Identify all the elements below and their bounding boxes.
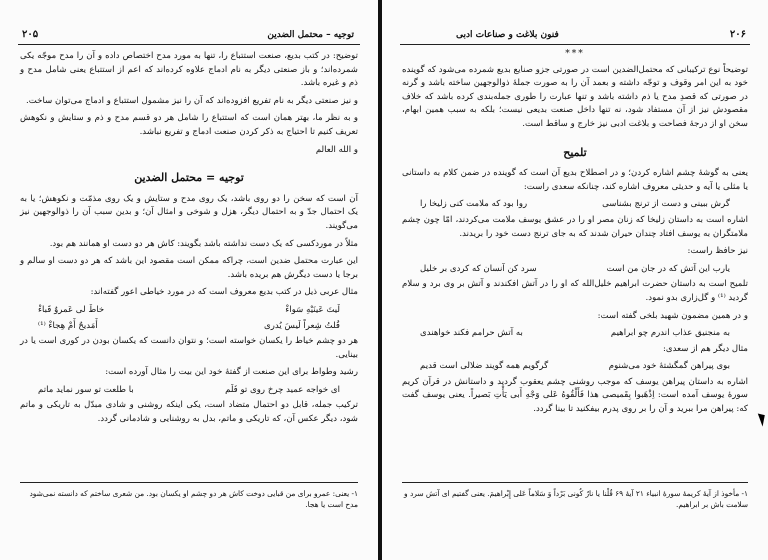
- section-separator: ***: [565, 49, 585, 59]
- paragraph: و نیز صنعتی دیگر به نام تفریع افزوده‌اند که آن را نیز مشمول استتباع و ادماج می‌توان ساخت.: [25, 95, 358, 106]
- left-page-body: [20, 50, 358, 431]
- left-page-number: ۲۰۵: [22, 29, 39, 40]
- hemistich: لَیتَ عَینَیْهِ سَواءْ: [285, 304, 340, 315]
- paragraph: و به نظر ما، بهتر همان است که استتباع را شامل هر دو قسم مدح و ذم و ستایش و نکوهش تعریف کنیم تا احتیاج به ذکر کردن صنعت ادماج و تفریع نباشد.: [20, 113, 358, 137]
- paragraph: و در همین مضمون شهید بلخی گفته است:: [597, 310, 748, 321]
- hemistich: گرگویم همه گویند ضلالی است قدیم: [420, 361, 549, 372]
- hemistich: ای خواجه عمید چرخ روی تو فَلَم: [225, 384, 340, 395]
- verse-line: [20, 384, 358, 398]
- hemistich: بوی پیراهن گمگشتهٔ خود می‌شنوم: [608, 361, 730, 372]
- section-heading: تلمیح: [563, 145, 587, 159]
- left-running-header: [18, 30, 360, 45]
- hemistich: روا بود که ملامت کنی زلیخا را: [420, 199, 528, 210]
- paragraph: آن است که سخن را دو روی باشد، یک روی مدح و ستایش و یک روی مذمّت و نکوهش؛ یا به یک احتمال جدّ و به احتمال دیگر، هزل و شوخی و امثال آن؛ و بدین سبب آن را ذوالوجهین نیز می‌گویند.: [20, 193, 358, 231]
- hemistich: با طلعت تو سور نماید ماتم: [38, 384, 134, 395]
- paragraph: این عبارت محتمل ضدین است، چراکه ممکن است مقصود این باشد که هر دو دست او سالم و برجا یا دست دیگرش هم بریده باشد.: [20, 256, 358, 280]
- paragraph: توضیحاً نوع ترکیبانی که محتمل‌الضدین است در صورتی جزو صنایع بدیع شمرده می‌شود که گوینده خود به این امر وقوف و توجّه داشته و بعمد آن را به صورت جملهٔ ذوالوجهین ساخته باشد و گرنه در صورتی که قصدِ مدح یا ذم داشته باشد و تنها عبارت را طوری جمله‌بندی کرده باشد که خلاف مقصودش نیز از آن مستفاد شود، نه تنها داخل صنعت بدیعی نیست؛ بلکه به سبب همین ابهام، سخن او از درجهٔ فصاحت و بلاغت ادبی نیز خارج و ساقط است.: [402, 64, 748, 129]
- paragraph: مثلاً در موردکسی که یک دست نداشته باشد بگویند: کاش هر دو دست او همانند هم بود.: [49, 238, 358, 249]
- paragraph: نیز حافظ راست:: [687, 246, 748, 257]
- section-heading: توجیه = محتمل الضدین: [134, 171, 244, 185]
- paragraph: یعنی به گوشهٔ چشم اشاره کردن؛ و در اصطلاح بدیع آن است که گوینده در ضمن کلام به داستانی یا مثلی یا آیه و حدیثی معروف اشاره کند، چنانکه سعدی راست:: [402, 168, 748, 192]
- right-footnote: ۱- مأخوذ از آیهٔ کریمهٔ سورهٔ انبیاء ۲۱ آیهٔ ۶۹ قُلْنا یا نارُ کُونی بَرْداً وَ سَلاماً عَلی إِبْراهیمَ. یعنی گفتیم ای آتش سرد و سلامت باش بر ابراهیم.: [402, 482, 748, 510]
- paragraph: اشاره به داستان پیراهن یوسف که موجب روشنی چشم یعقوب گردید و داستانش در قرآن کریم سورهٔ یوسف آمده است: اِذْهَبوا بِقَمیصی هذا فَأَلْقُوهُ عَلی وَجْهِ أَبی یَأْتِ بَصیراً. یعنی یوسف گفت که: پیراهن مرا ببرید و آن را بر روی پدرم بیفکنید تا بینا گردد.: [402, 376, 748, 415]
- verse-line: [402, 327, 748, 341]
- hemistich: أَمَدیحٌ أَمْ هِجاءْ ⁽¹⁾: [38, 320, 98, 331]
- paragraph: ترکیب جمله، قابل دو احتمال متضاد است، یکی اینکه روشنی و شادی مبدّل به تاریکی و ماتم شود، دیگر عکس آن، که تاریکی و ماتم، بدل به روشنایی و شادمانی گردد.: [20, 400, 358, 425]
- paragraph: توضیح: در کتب بدیع، صنعت استتباع را، تنها به مورد مدح اختصاص داده و آن را مدح موجّه یکی شمرده‌اند؛ و باز صنعتی دیگر به نام ادماج علاوه کرده‌اند که اعم از استتباع یعنی شامل مدح و ذم و غیره باشد.: [20, 51, 358, 89]
- hemistich: خاطَ لی عَمروٌ قَباءْ: [38, 304, 105, 315]
- verse-line: [402, 263, 748, 277]
- verse-line: [402, 198, 748, 212]
- left-page: [0, 0, 379, 560]
- right-header-title: فنون بلاغت و صناعات ادبی: [456, 30, 559, 40]
- paragraph: هر دو چشم خیاط را یکسان خواسته است؛ و نتوان دانست که یکسان بودن در کوری است یا در بینایی.: [20, 336, 358, 360]
- paragraph: رشید وطواط برای این صنعت از گفتهٔ خود این بیت را مثال آورده است:: [105, 367, 358, 378]
- left-header-title: توجیه – محتمل الضدین: [267, 30, 354, 40]
- hemistich: به آتش حرامم فکند خواهندی: [420, 328, 523, 339]
- hemistich: یارب این آتش که در جان من است: [606, 263, 730, 274]
- hemistich: گرش ببینی و دست از ترنج بشناسی: [602, 199, 730, 210]
- hemistich: قُلتُ شِعراً لَیسَ یُدری: [263, 320, 340, 331]
- verse-line: [402, 360, 748, 374]
- verse-line: [20, 320, 358, 334]
- paragraph: تلمیح است به داستان حضرت ابراهیم خلیل‌الله که او را در آتش افکندند و آتش بر وی برد و سلام گردید ⁽¹⁾ و گل‌زاری بدو نمود.: [402, 279, 748, 303]
- verse-line: [20, 304, 358, 318]
- hemistich: سرد کن آنسان که کردی بر خلیل: [420, 263, 537, 274]
- right-page-number: ۲۰۶: [729, 29, 746, 40]
- left-footnote: ۱- یعنی: عمرو برای من قبایی دوخت کاش هر دو چشم او یکسان بود. من شعری ساختم که دانسته نمی‌شود مدح است یا هجا.: [20, 482, 358, 510]
- right-page: [382, 0, 768, 560]
- paragraph: مثال عربی ذیل در کتب بدیع معروف است که در مورد خیاطی اعور گفته‌اند:: [90, 287, 358, 298]
- paragraph: مثال دیگر هم از سعدی:: [663, 343, 748, 354]
- closing-phrase: و الله العالم: [315, 144, 358, 155]
- hemistich: به منجنیق عذاب اندرم چو ابراهیم: [610, 328, 730, 339]
- paragraph: اشاره است به داستان زلیخا که زنان مصر او را در عشق یوسف ملامت می‌کردند، امّا چون چشم ملامتگران به یوسف افتاد چندان حیران شدند که به جای ترنج دست خود را بریدند.: [402, 214, 748, 239]
- right-running-header: [400, 30, 750, 45]
- right-page-body: [402, 50, 748, 421]
